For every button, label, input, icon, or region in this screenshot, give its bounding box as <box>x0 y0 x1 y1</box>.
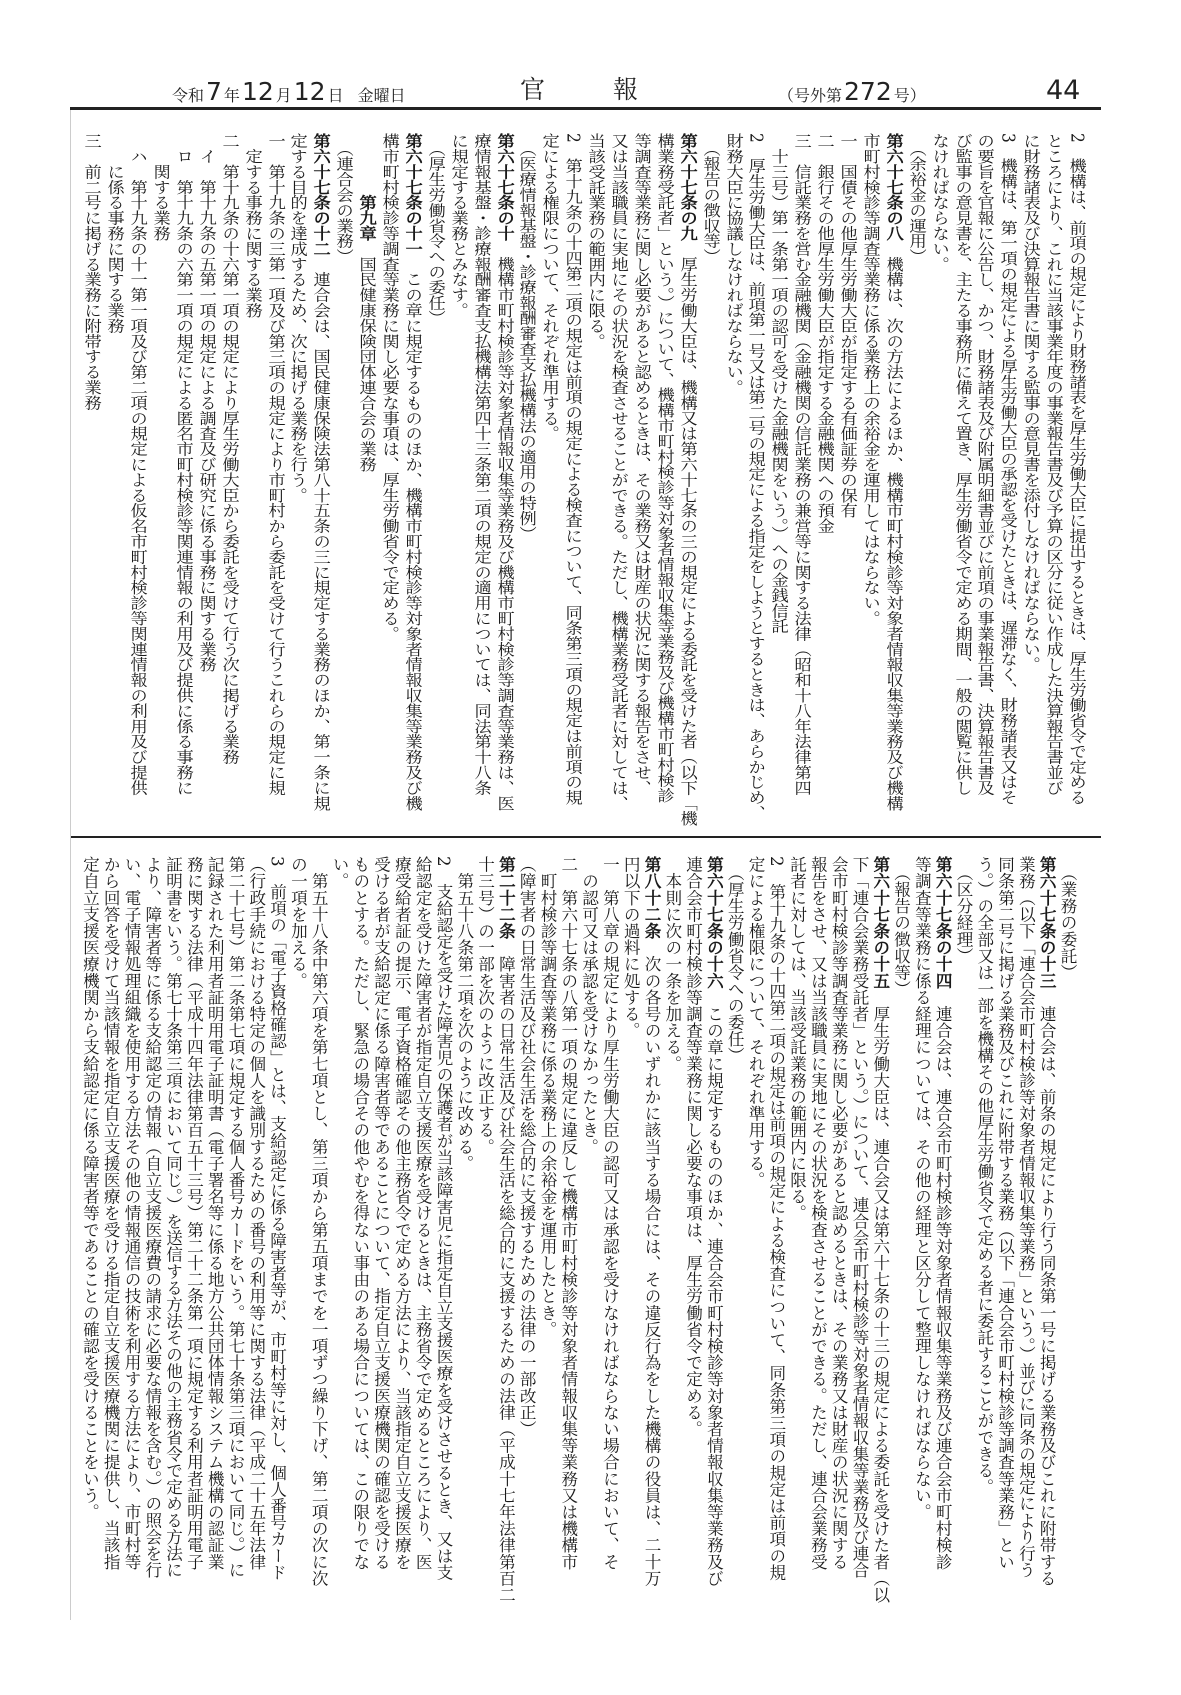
column-text: （障害者の日常生活及び社会生活を総合的に支援するための法律の一部改正） <box>517 856 537 1437</box>
article-column <box>870 856 890 1603</box>
article-column <box>881 133 906 811</box>
text-column <box>454 856 474 1171</box>
column-text: 受ける者が支給認定に係る障害者等であることについて、指定自立支援医療機関の確認を受ける <box>371 856 391 1570</box>
text-column <box>828 856 848 1570</box>
text-column <box>849 856 869 1578</box>
text-column <box>787 856 807 1221</box>
issue-number-value: 272 <box>844 77 892 106</box>
text-column <box>766 856 786 1580</box>
column-text: 第二十七号）第二条第七項に規定する個人番号カードをいう。第七十条第三項において同じ。）に <box>226 856 245 1579</box>
text-column <box>163 856 183 1578</box>
text-column <box>1065 133 1090 805</box>
article-heading: 第六十七条の十五 <box>870 856 890 989</box>
text-column <box>683 856 703 1437</box>
gazette-title <box>520 70 638 106</box>
column-text: 障害者の日常生活及び社会生活を総合的に支援するための法律（平成十七年法律第百二 <box>496 939 516 1603</box>
column-text: 証明書をいう。第七十条第三項において同じ。）を送信する方法その他の主務省令で定める方法に <box>163 856 183 1579</box>
column-text: （余裕金の運用） <box>906 133 927 264</box>
article-column <box>641 856 661 1586</box>
article-column <box>703 856 723 1586</box>
text-column <box>950 133 975 795</box>
column-text: （医療情報基盤・診療報酬審査支払機構法の適用の特例） <box>517 133 538 542</box>
text-column <box>433 856 453 1580</box>
text-column <box>204 856 224 1570</box>
column-text: （報告の徴収等） <box>700 133 721 264</box>
page-number: 44 <box>1046 75 1081 106</box>
text-column <box>891 856 911 997</box>
text-column <box>790 133 815 795</box>
column-text: 円以下の過料に処する。 <box>621 856 641 1039</box>
column-text: の認可又は承認を受けなかったとき。 <box>579 856 599 1155</box>
article-column <box>492 133 517 811</box>
column-text: 第五十八条第二項を次のように改める。 <box>454 856 474 1172</box>
column-text: （業務の委託） <box>1058 856 1077 981</box>
date-month: 12 <box>241 77 274 106</box>
issue-date <box>172 70 406 106</box>
issue-number <box>778 70 926 106</box>
text-column <box>807 856 827 1570</box>
text-column <box>974 856 994 1495</box>
text-column <box>599 856 619 1570</box>
text-column <box>607 133 632 811</box>
column-text: 報告をさせ、又は当該職員に実地にその状況を検査させることができる。ただし、連合会業務受 <box>808 856 828 1570</box>
text-column <box>308 856 328 1586</box>
date-month-unit: 月 <box>275 86 292 105</box>
text-column <box>859 133 884 626</box>
column-text: 当該受託業務の範囲内に限る。 <box>586 133 607 349</box>
column-text: 定による権限について、それぞれ準用する。 <box>746 856 765 1188</box>
column-text: 三 前二号に掲げる業務に附帯する業務 <box>82 133 103 411</box>
column-text: 三 信託業務を営む金融機関（金融機関の信託業務の兼営等に関する法律（昭和十八年法律第四 <box>792 133 813 796</box>
text-column <box>620 856 640 1039</box>
column-text: い。 <box>330 856 349 890</box>
article-heading: 第六十七条の十一 <box>402 133 423 257</box>
column-text: 関する業務 <box>150 133 172 241</box>
text-column <box>745 856 765 1188</box>
column-text: 3 前項の「電子資格確認」とは、支給認定に係る障害者等が、市町村等に対し、個人番号カード <box>267 856 287 1581</box>
column-text: 一 第八章の規定により厚生労働大臣の認可又は承認を受けなければならない場合において、そ <box>600 856 620 1570</box>
column-text: に係る事務に関する業務 <box>105 133 126 334</box>
article-heading: 第六十七条の十三 <box>1037 856 1057 989</box>
column-text: より、障害者等に係る支給認定の情報（自立支援医療費の請求に必要な情報を含む。）の照会を行 <box>142 856 162 1579</box>
article-heading: 第六十七条の九 <box>677 133 698 241</box>
date-era: 令和 <box>172 86 205 105</box>
column-text: 二 第十九条の十六第一項の規定により厚生労働大臣から委託を受けて行う次に掲げる業務 <box>219 133 240 765</box>
date-year-unit: 年 <box>223 86 240 105</box>
column-text: 2 支給認定を受けた障害児の保護者が当該障害児に指定自立支援医療を受けさせるとき、又は支 <box>434 856 453 1581</box>
article-column <box>932 856 952 1570</box>
text-column <box>724 856 744 1064</box>
text-column <box>630 133 655 795</box>
text-column <box>973 133 998 795</box>
column-text: 等調査等業務に関し必要があると認めるときは、その業務又は財産の状況に関する報告をさせ、 <box>631 133 652 796</box>
column-text: 連合会は、国民健康保険法第八十五条の三に規定する業務のほか、第一条に規 <box>311 256 332 811</box>
text-column <box>927 133 952 272</box>
column-text: 療情報基盤・診療報酬審査支払機構法第四十三条第二項の規定の適用については、同法第十八条 <box>471 133 492 796</box>
article-column <box>675 133 700 826</box>
issue-suffix: 号） <box>893 86 926 105</box>
text-column <box>662 856 682 1072</box>
text-column <box>391 856 411 1570</box>
title-char-2: 報 <box>613 75 639 104</box>
column-text: から回答を受けて当該情報を指定自立支援医療を受ける指定自立支援医療機関に提供し、当該指 <box>101 856 121 1570</box>
column-text: 記録された利用者証明用電子証明書（電子署名等に係る地方公共団体情報システム機構の認証業 <box>205 856 225 1570</box>
text-column <box>126 133 151 795</box>
column-text: この章に規定するもののほか、機構市町村検診等対象者情報収集等業務及び機 <box>402 256 423 811</box>
text-column <box>423 133 448 326</box>
text-column <box>79 856 99 1520</box>
column-text: （厚生労働省令への委任） <box>725 856 745 1064</box>
text-column <box>538 133 563 441</box>
column-text: 構業務受託者」という。）について、機構市町村検診等対象者情報収集等業務及び機構市町村検診 <box>654 133 675 803</box>
column-text: に規定する業務とみなす。 <box>448 133 469 318</box>
article-heading: 第八十二条 <box>642 856 661 939</box>
text-column <box>515 133 540 541</box>
text-column <box>1057 856 1077 981</box>
column-text: （区分経理） <box>954 856 973 964</box>
text-column <box>1019 133 1044 672</box>
column-text: 定する事務に関する業務 <box>242 133 263 318</box>
text-column <box>142 856 162 1578</box>
text-column <box>371 856 391 1570</box>
text-column <box>149 133 174 241</box>
text-column <box>103 133 128 333</box>
text-column <box>475 856 495 1155</box>
column-text: 機構市町村検診等対象者情報収集等業務及び機構市町村検診等調査等業務は、医 <box>494 240 515 811</box>
column-text: 厚生労働大臣は、連合会又は第六十七条の十三の規定による委託を受けた者（以 <box>870 988 890 1604</box>
text-column <box>446 133 471 318</box>
article-column <box>355 133 380 472</box>
column-text: 定自立支援医療機関から支給認定に係る障害者等であることの確認を受けることをいう。 <box>80 856 100 1520</box>
column-text: 2 厚生労働大臣は、前項第一号又は第二号の規定による指定をしようとするときは、あらかじめ、 <box>746 133 767 821</box>
article-heading: 第六十七条の八 <box>883 133 904 241</box>
column-text: なければならない。 <box>929 133 950 272</box>
text-column <box>183 856 203 1570</box>
text-column <box>246 856 266 1570</box>
column-text: 等調査等業務に係る経理については、その他の経理と区分して整理しなければならない。 <box>912 856 932 1520</box>
text-column <box>350 856 370 1570</box>
column-text: ハ 第十九条の十一第一項及び第二項の規定による仮名市町村検診等関連情報の利用及び提供 <box>128 133 149 796</box>
column-text: 二 銀行その他厚生労働大臣が指定する金融機関への預金 <box>815 133 836 534</box>
column-text: 町村検診等調査等業務に係る業務上の余裕金を運用したとき。 <box>538 856 557 1338</box>
column-text: 財務大臣に協議しなければならない。 <box>723 133 744 395</box>
text-column <box>267 856 287 1580</box>
text-column <box>378 133 403 641</box>
column-text: 国民健康保険団体連合会の業務 <box>357 240 378 472</box>
page-edge <box>70 110 71 1620</box>
column-text: 下「連合会業務受託者」という。）について、連合会市町村検診等対象者情報収集等業務及び連合 <box>850 856 869 1579</box>
article-column <box>309 133 334 811</box>
text-column <box>767 133 792 634</box>
column-text: 構市町村検診等調査等業務に関し必要な事項は、厚生労働省令で定める。 <box>379 133 401 642</box>
text-column <box>217 133 242 764</box>
text-column <box>813 133 838 533</box>
text-column <box>80 133 105 410</box>
column-text: 十三号）第一条第一項の認可を受けた金融機関をいう。）への金銭信託 <box>769 133 790 634</box>
column-text: 2 第十九条の十四第二項の規定は前項の規定による検査について、同条第三項の規定は前項の規 <box>563 133 584 805</box>
section-divider <box>70 836 1101 838</box>
column-text: （行政手続における特定の個人を識別するための番号の利用等に関する法律（平成二十五年法律 <box>246 856 266 1570</box>
text-column <box>287 856 307 989</box>
column-text: 二 第六十七条の八第一項の規定に違反して機構市町村検診等対象者情報収集等業務又は機構市 <box>558 856 578 1570</box>
text-column <box>652 133 677 803</box>
column-text: 本則に次の一条を加える。 <box>662 856 682 1072</box>
article-heading: 第九章 <box>357 133 378 241</box>
text-column <box>537 856 557 1337</box>
text-column <box>558 856 578 1570</box>
column-text: 業務（以下「連合会市町村検診等対象者情報収集等業務」という。）並びに同条の規定により行う <box>1016 856 1036 1579</box>
column-text: イ 第十九条の五第一項の規定による調査及び研究に係る事務に関する業務 <box>196 133 217 672</box>
article-column <box>1036 856 1056 1586</box>
text-column <box>100 856 120 1570</box>
column-text: 療受給者証の提示、電子資格確認その他主務省令で定める方法により、当該指定自立支援医療を <box>392 856 412 1570</box>
column-text: 次の各号のいずれかに該当する場合には、その違反行為をした機構の役員は、二十万 <box>642 939 661 1587</box>
text-column <box>721 133 746 395</box>
column-text: （連合会の業務） <box>334 133 355 264</box>
column-text: 2 第十九条の十四第二項の規定は前項の規定による検査について、同条第三項の規定は前項の規 <box>766 856 786 1581</box>
column-text: 一 国債その他厚生労働大臣が指定する有価証券の保有 <box>837 133 859 518</box>
column-text: び監事の意見書を、主たる事務所に備えて置き、厚生労働省令で定める期間、一般の閲覧に供し <box>952 133 973 796</box>
column-text: （厚生労働省令への委任） <box>425 133 446 326</box>
text-column <box>240 133 265 318</box>
text-column <box>911 856 931 1520</box>
column-text: 同条第二号に掲げる業務及びこれに附帯する業務（以下「連合会市町村検診等調査等業務」とい <box>995 856 1015 1570</box>
date-weekday: 金曜日 <box>357 86 406 105</box>
column-text: の一項を加える。 <box>288 856 308 989</box>
column-text: に財務諸表及び決算報告書に関する監事の意見書を添付しなければならない。 <box>1021 133 1042 672</box>
date-day-unit: 日 <box>327 86 344 105</box>
date-year: 7 <box>206 77 222 106</box>
column-text: 定による権限について、それぞれ準用する。 <box>540 133 561 441</box>
text-column <box>904 133 929 264</box>
article-column <box>401 133 426 811</box>
column-text: ものとする。ただし、緊急の場合その他やむを得ない事由のある場合については、この限りでな <box>350 856 370 1570</box>
text-column <box>286 133 311 503</box>
text-column <box>698 133 723 264</box>
article-column <box>495 856 515 1603</box>
column-text: 連合会市町村検診等調査等業務に関し必要な事項は、厚生労働省令で定める。 <box>683 856 703 1437</box>
article-heading: 第六十七条の十六 <box>704 856 724 989</box>
issue-prefix: （号外第 <box>778 86 843 105</box>
column-text: （報告の徴収等） <box>891 856 911 998</box>
column-text: 2 機構は、前項の規定により財務諸表を厚生労働大臣に提出するときは、厚生労働省令で定める <box>1066 133 1088 805</box>
column-text: 又は当該職員に実地にその状況を検査させることができる。ただし、機構業務受託者に対しては、 <box>608 133 630 811</box>
text-column <box>995 856 1015 1570</box>
text-column <box>744 133 769 820</box>
column-text: 機構は、次の方法によるほか、機構市町村検診等対象者情報収集等業務及び機構 <box>883 240 904 811</box>
column-text: 3 機構は、第一項の規定による厚生労働大臣の承認を受けたときは、遅滞なく、財務諸表又はそ <box>998 133 1019 805</box>
column-text: 定する目的を達成するため、次に掲げる業務を行う。 <box>288 133 309 503</box>
text-column <box>1042 133 1067 795</box>
column-text: 市町村検診等調査等業務に係る業務上の余裕金を運用してはならない。 <box>860 133 881 626</box>
text-column <box>953 856 973 964</box>
article-heading: 第六十七条の十四 <box>933 856 953 989</box>
column-text: 託者に対しては、当該受託業務の範囲内に限る。 <box>787 856 807 1222</box>
column-text: う。）の全部又は一部を機構その他厚生労働省令で定める者に委託することができる。 <box>974 856 994 1496</box>
article-heading: 第六十七条の十二 <box>311 133 332 257</box>
article-heading: 第六十七条の十 <box>494 133 515 241</box>
text-column <box>561 133 586 805</box>
column-text: 連合会は、前条の規定により行う同条第一号に掲げる業務及びこれに附帯する <box>1037 988 1057 1587</box>
text-column <box>263 133 288 795</box>
text-column <box>329 856 349 889</box>
text-column <box>225 856 245 1578</box>
column-text: 厚生労働大臣は、機構又は第六十七条の三の規定による委託を受けた者（以下「機 <box>677 240 698 827</box>
text-column <box>836 133 861 518</box>
text-column <box>1015 856 1035 1578</box>
column-text: 十三号）の一部を次のように改正する。 <box>475 856 495 1155</box>
column-text: 会市町村検診等調査等業務に関し必要があると認めるときは、その業務又は財産の状況に関する <box>829 856 849 1570</box>
text-column <box>332 133 357 264</box>
column-text: 連合会は、連合会市町村検診等対象者情報収集等業務及び連合会市町村検診 <box>933 988 953 1570</box>
column-text: 一 第十九条の三第一項及び第三項の規定により市町村から委託を受けて行うこれらの規定に規 <box>265 133 286 796</box>
text-column <box>194 133 219 672</box>
column-text: ロ 第十九条の六第一項の規定による匿名市町村検診等関連情報の利用及び提供に係る事務に <box>173 133 194 796</box>
column-text: この章に規定するもののほか、連合会市町村検診等対象者情報収集等業務及び <box>704 988 724 1587</box>
text-column <box>584 133 609 349</box>
text-column <box>121 856 141 1570</box>
title-char-1: 官 <box>520 75 546 104</box>
text-column <box>469 133 494 795</box>
column-text: 務に関する法律（平成十四年法律第百五十三号）第二十二条第一項に規定する利用者証明用電子 <box>184 856 204 1570</box>
column-text: い、電子情報処理組織を使用する方法その他の情報通信の技術を利用する方法により、市町村等 <box>122 856 141 1570</box>
column-text: ところにより、これに当該事業年度の事業報告書及び予算の区分に従い作成した決算報告書並び <box>1044 133 1065 796</box>
text-column <box>516 856 536 1437</box>
column-text: 第五十八条中第六項を第七項とし、第三項から第五項までを一項ずつ繰り下げ、第二項の次に次 <box>309 856 329 1587</box>
column-text: の要旨を官報に公告し、かつ、財務諸表及び附属明細書並びに前項の事業報告書、決算報告書及 <box>975 133 996 796</box>
text-column <box>996 133 1021 805</box>
column-text: 給認定を受けた障害者が指定自立支援医療を受けるときは、主務省令で定めるところにより、医 <box>413 856 433 1570</box>
header-rule <box>70 107 1101 110</box>
date-day: 12 <box>293 77 326 106</box>
text-column <box>579 856 599 1155</box>
article-heading: 第二十二条 <box>496 856 516 939</box>
text-column <box>412 856 432 1570</box>
text-column <box>172 133 197 795</box>
